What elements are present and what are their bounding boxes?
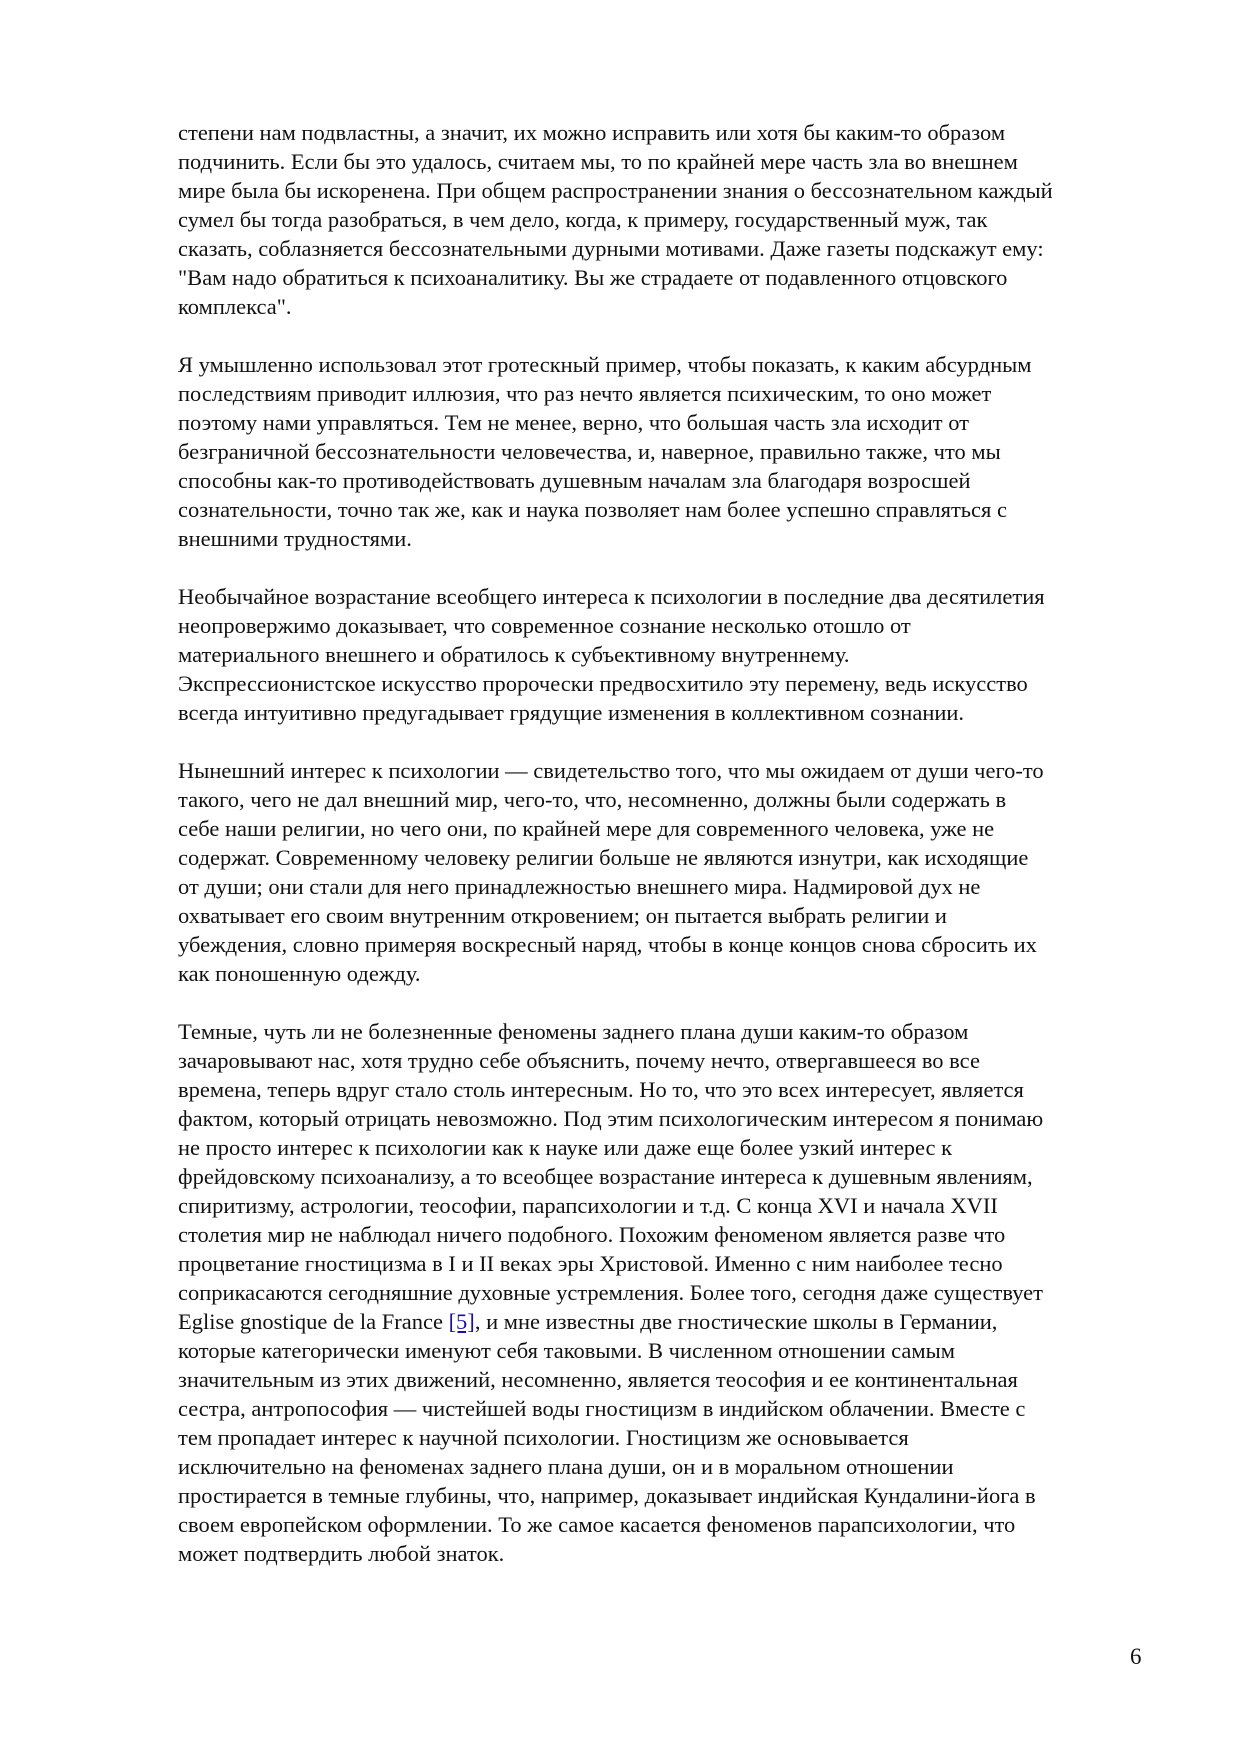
- text-line: столетия мир не наблюдал ничего подобного. Похожим феноменом является разве что: [178, 1222, 1006, 1247]
- text-line: внешними трудностями.: [178, 526, 412, 551]
- text-line: фрейдовскому психоанализу, а то всеобщее возрастание интереса к душевным явлениям,: [178, 1164, 1033, 1189]
- text-line: неопровержимо доказывает, что современное сознание несколько отошло от: [178, 613, 911, 638]
- text-line-with-footnote: [178, 1307, 1188, 1336]
- text-line: тем пропадает интерес к научной психологии. Гностицизм же основывается: [178, 1425, 909, 1450]
- text-line: спиритизму, астрологии, теософии, парапсихологии и т.д. С конца XVI и начала XVII: [178, 1193, 998, 1218]
- text-line: своем европейском оформлении. То же самое касается феноменов парапсихологии, что: [178, 1512, 1016, 1537]
- text-line: не просто интерес к психологии как к науке или даже еще более узкий интерес к: [178, 1135, 953, 1160]
- text-line: сказать, соблазняется бессознательными дурными мотивами. Даже газеты подскажут ему:: [178, 236, 1044, 261]
- text-line: безграничной бессознательности человечества, и, наверное, правильно также, что мы: [178, 439, 1001, 464]
- text-line: всегда интуитивно предугадывает грядущие изменения в коллективном сознании.: [178, 700, 965, 725]
- text-line: простирается в темные глубины, что, например, доказывает индийская Кундалини-йога в: [178, 1483, 1036, 1508]
- text-line: зачаровывают нас, хотя трудно себе объяснить, почему нечто, отвергавшееся во все: [178, 1048, 980, 1073]
- text-line: последствиям приводит иллюзия, что раз нечто является психическим, то оно может: [178, 381, 992, 406]
- paragraph-1: [178, 118, 1188, 321]
- text-line: степени нам подвластны, а значит, их можно исправить или хотя бы каким-то образом: [178, 120, 1006, 145]
- document-body: [178, 118, 1188, 1597]
- text-line: фактом, который отрицать невозможно. Под этим психологическим интересом я понимаю: [178, 1106, 1044, 1131]
- text-line: соприкасаются сегодняшние духовные устремления. Более того, сегодня даже существует: [178, 1280, 1043, 1305]
- text-line: сестра, антропософия — чистейшей воды гностицизм в индийском облачении. Вместе с: [178, 1396, 1026, 1421]
- text-line: такого, чего не дал внешний мир, чего-то, что, несомненно, должны были содержать в: [178, 787, 1007, 812]
- text-line: которые категорически именуют себя таковыми. В численном отношении самым: [178, 1338, 955, 1363]
- text-line: от души; они стали для него принадлежностью внешнего мира. Надмировой дух не: [178, 874, 981, 899]
- text-line: сознательности, точно так же, как и наука позволяет нам более успешно справляться с: [178, 497, 1008, 522]
- text-line: как поношенную одежду.: [178, 961, 421, 986]
- text-line: охватывает его своим внутренним откровением; он пытается выбрать религии и: [178, 903, 947, 928]
- paragraph-5: [178, 1017, 1188, 1568]
- text-line: "Вам надо обратиться к психоаналитику. Вы же страдаете от подавленного отцовского: [178, 265, 1008, 290]
- text-line: может подтвердить любой знаток.: [178, 1541, 505, 1566]
- text-segment: , и мне известны две гностические школы в Германии,: [474, 1309, 998, 1334]
- text-line: Экспрессионистское искусство пророчески предвосхитило эту перемену, ведь искусство: [178, 671, 1028, 696]
- text-line: процветание гностицизма в I и II веках эры Христовой. Именно с ним наиболее тесно: [178, 1251, 1003, 1276]
- text-segment: Eglise gnostique de la France: [178, 1309, 449, 1334]
- paragraph-2: [178, 350, 1188, 553]
- text-line: Нынешний интерес к психологии — свидетельство того, что мы ожидаем от души чего-то: [178, 758, 1044, 783]
- text-line: сумел бы тогда разобраться, в чем дело, когда, к примеру, государственный муж, так: [178, 207, 988, 232]
- text-line: Я умышленно использовал этот гротескный пример, чтобы показать, к каким абсурдным: [178, 352, 1032, 377]
- text-line: значительным из этих движений, несомненно, является теософия и ее континентальная: [178, 1367, 1018, 1392]
- text-line: комплекса".: [178, 294, 292, 319]
- text-line: убеждения, словно примеряя воскресный наряд, чтобы в конце концов снова сбросить их: [178, 932, 1037, 957]
- footnote-link[interactable]: [5]: [448, 1309, 475, 1334]
- text-line: содержат. Современному человеку религии больше не являются изнутри, как исходящие: [178, 845, 1029, 870]
- text-line: подчинить. Если бы это удалось, считаем мы, то по крайней мере часть зла во внешнем: [178, 149, 1018, 174]
- text-line: Необычайное возрастание всеобщего интереса к психологии в последние два десятилетия: [178, 584, 1045, 609]
- text-line: Темные, чуть ли не болезненные феномены заднего плана души каким-то образом: [178, 1019, 969, 1044]
- paragraph-4: [178, 756, 1188, 988]
- text-line: исключительно на феноменах заднего плана души, он и в моральном отношении: [178, 1454, 954, 1479]
- text-line: времена, теперь вдруг стало столь интересным. Но то, что это всех интересует, является: [178, 1077, 1024, 1102]
- text-line: материального внешнего и обратилось к субъективному внутреннему.: [178, 642, 850, 667]
- text-line: поэтому нами управляться. Тем не менее, верно, что большая часть зла исходит от: [178, 410, 969, 435]
- text-line: себе наши религии, но чего они, по крайней мере для современного человека, уже не: [178, 816, 995, 841]
- text-line: способны как-то противодействовать душевным началам зла благодаря возросшей: [178, 468, 971, 493]
- paragraph-3: [178, 582, 1188, 727]
- page-number: 6: [1130, 1644, 1142, 1669]
- text-line: мире была бы искоренена. При общем распространении знания о бессознательном каждый: [178, 178, 1053, 203]
